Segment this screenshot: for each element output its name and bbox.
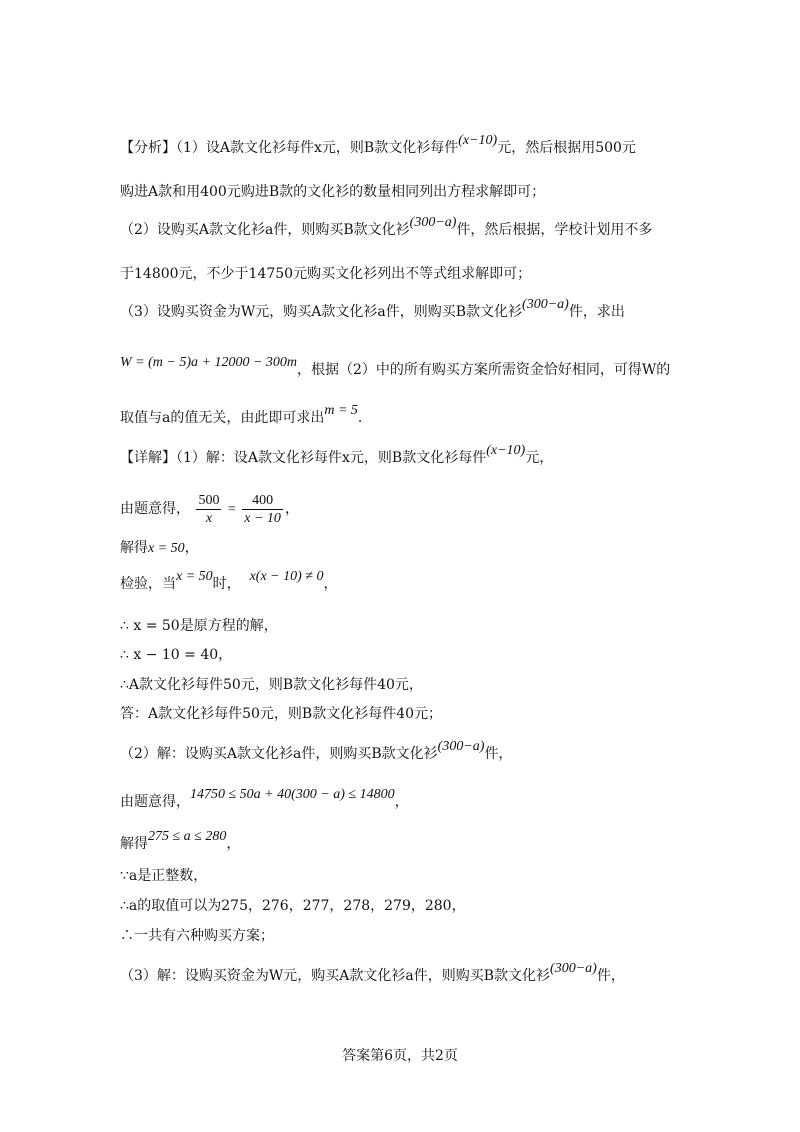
text-segment: 购进A款和用400元购进B款的文化衫的数量相同列出方程求解即可； <box>120 184 546 200</box>
text-segment: 【分析】（1）设A款文化衫每件x元，则B款文化衫每件 <box>120 140 459 156</box>
equals-sign: = <box>227 502 236 517</box>
math-expression: (300−a) <box>409 215 457 230</box>
text-segment: 时， <box>212 576 241 592</box>
detail-line-11 <box>120 829 241 855</box>
text-segment: 由题意得， <box>120 794 190 810</box>
detail-line-4 <box>120 569 338 595</box>
detail-line-12 <box>120 866 207 886</box>
text-segment: ∴a的取值可以为275，276，277，278，279，280， <box>120 898 466 914</box>
math-expression: m = 5 <box>324 403 358 418</box>
detail-line-2 <box>120 490 299 529</box>
text-segment: ， <box>184 540 199 556</box>
text-segment: 【详解】（1）解：设A款文化衫每件x元，则B款文化衫每件 <box>120 450 487 466</box>
detail-line-9 <box>120 739 513 765</box>
math-expression: (300−a) <box>437 739 485 754</box>
detail-line-13 <box>120 896 466 916</box>
text-segment: 元， <box>525 450 554 466</box>
analysis-line-1 <box>120 133 636 159</box>
math-expression: (x−10) <box>486 443 526 458</box>
text-segment: . <box>357 410 363 426</box>
text-segment: 答：A款文化衫每件50元，则B款文化衫每件40元； <box>120 706 443 722</box>
text-segment: ∴一共有六种购买方案； <box>120 928 274 944</box>
math-expression: (300−a) <box>550 961 597 976</box>
text-segment: 件，求出 <box>568 304 625 320</box>
detail-line-8 <box>120 704 442 724</box>
fraction <box>196 492 221 527</box>
text-segment: （2）解：设购买A款文化衫a件，则购买B款文化衫 <box>120 746 438 762</box>
text-segment: （3）解：设购买资金为W元，购买A款文化衫a件，则购买B款文化衫 <box>120 968 551 984</box>
text-segment: ， <box>394 794 409 810</box>
text-segment: 件， <box>596 968 625 984</box>
detail-line-5 <box>120 616 278 636</box>
detail-line-10 <box>120 787 409 813</box>
analysis-line-5 <box>120 297 625 323</box>
analysis-line-4 <box>120 264 531 284</box>
text-segment: 解得 <box>120 540 148 556</box>
math-expression: x = 50 <box>176 569 213 584</box>
fraction-denominator: x <box>205 510 213 526</box>
fraction-numerator: 400 <box>242 492 283 510</box>
math-expression: 14750 ≤ 50a + 40(300 − a) ≤ 14800 <box>190 787 395 802</box>
fraction-denominator: x − 10 <box>244 510 281 526</box>
text-segment: 由题意得， <box>120 501 190 517</box>
detail-line-7 <box>120 675 423 695</box>
text-segment: 解得 <box>120 836 148 852</box>
text-segment: ，根据（2）中的所有购买方案所需资金恰好相同，可得W的 <box>297 362 671 378</box>
text-segment: 件， <box>484 746 513 762</box>
text-segment: ， <box>226 836 241 852</box>
math-expression: x = 50 <box>148 541 185 556</box>
math-expression: 275 ≤ a ≤ 280 <box>148 829 227 844</box>
analysis-line-2 <box>120 182 545 202</box>
math-expression: W = (m − 5)a + 12000 − 300m <box>120 355 297 370</box>
text-segment: 于14800元，不少于14750元购买文化衫列出不等式组求解即可； <box>120 266 532 282</box>
text-segment: （3）设购买资金为W元，购买A款文化衫a件，则购买B款文化衫 <box>120 304 523 320</box>
text-segment: ∴A款文化衫每件50元，则B款文化衫每件40元， <box>120 677 423 693</box>
text-segment: 件，然后根据，学校计划用不多 <box>456 222 653 238</box>
analysis-line-6 <box>120 355 671 381</box>
text-segment: （2）设购买A款文化衫a件，则购买B款文化衫 <box>120 222 410 238</box>
detail-line-1 <box>120 443 554 469</box>
text-segment: 取值与a的值无关，由此即可求出 <box>120 410 325 426</box>
fraction-numerator: 500 <box>198 492 220 508</box>
math-expression: (x−10) <box>458 133 498 148</box>
detail-line-15 <box>120 961 625 987</box>
detail-line-6 <box>120 645 232 665</box>
text-segment: ， <box>323 576 338 592</box>
text-segment: ∵a是正整数， <box>120 868 208 884</box>
analysis-line-3 <box>120 215 653 241</box>
text-segment: 检验，当 <box>120 576 176 592</box>
detail-line-3 <box>120 538 199 559</box>
text-segment: ， <box>284 501 299 517</box>
fraction <box>242 492 283 527</box>
page-footer: 答案第6页，共2页 <box>342 1048 458 1064</box>
math-expression: (300−a) <box>522 297 569 312</box>
text-segment: ∴ x − 10 = 40， <box>120 647 233 663</box>
math-expression: x(x − 10) ≠ 0 <box>249 569 324 584</box>
analysis-line-7 <box>120 403 363 429</box>
detail-line-14 <box>120 926 274 946</box>
text-segment: 元，然后根据用500元 <box>497 140 636 156</box>
text-segment: ∴ x = 50是原方程的解， <box>120 618 278 634</box>
